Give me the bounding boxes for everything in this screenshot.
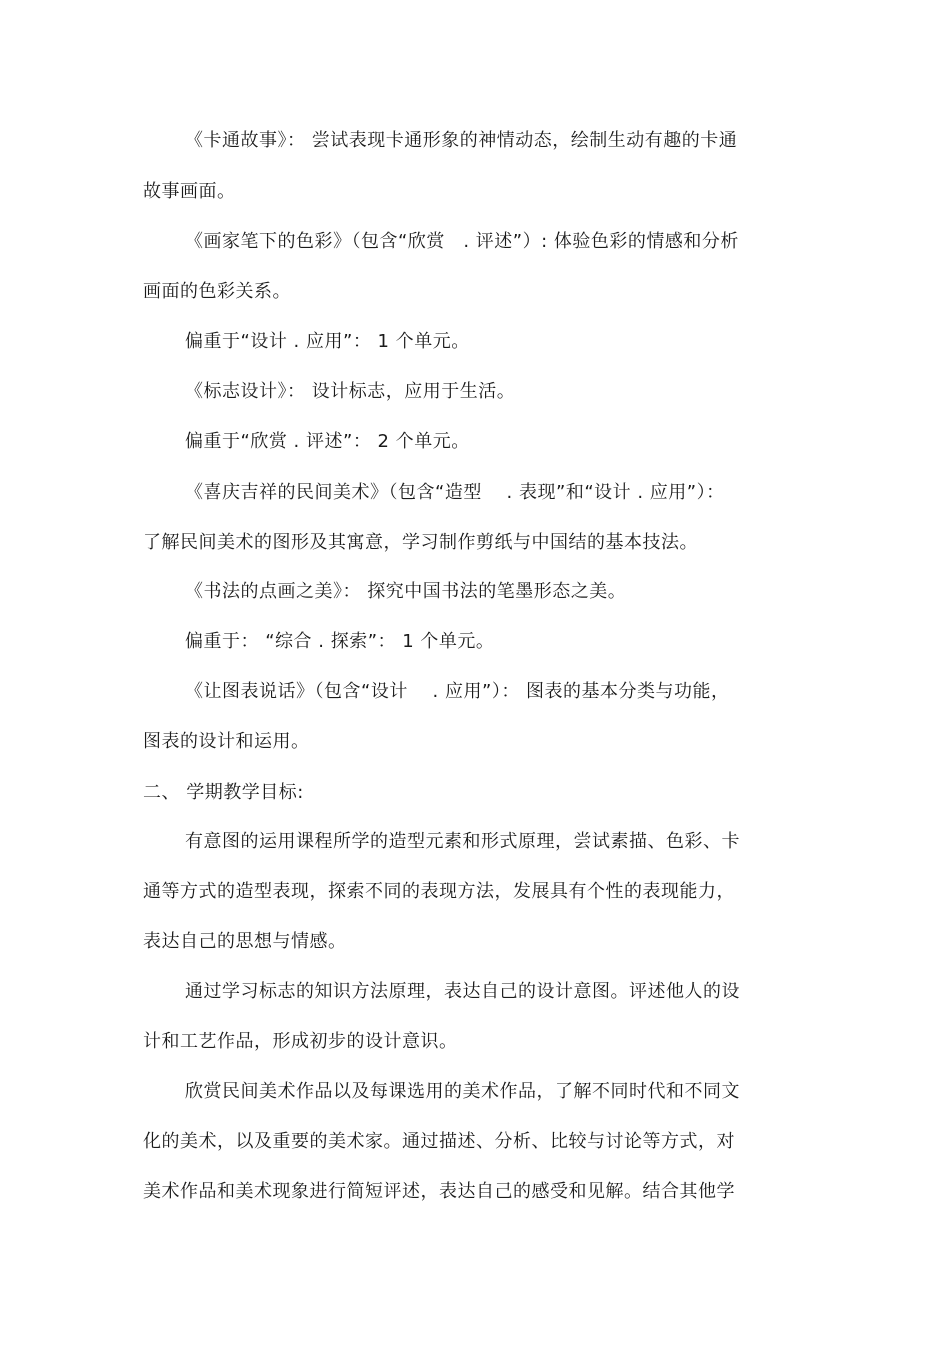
text-line: 图表的设计和运用。: [143, 731, 310, 752]
text-line: 《书法的点画之美》： 探究中国书法的笔墨形态之美。: [185, 581, 627, 602]
text-line: 美术作品和美术现象进行简短评述，表达自己的感受和见解。结合其他学: [143, 1181, 735, 1202]
text-line: 偏重于： “综合 . 探索”： 1 个单元。: [185, 631, 495, 652]
text-line: 画面的色彩关系。: [143, 281, 291, 302]
text-line: 《喜庆吉祥的民间美术》（包含“造型 . 表现”和“设计 . 应用”）：: [185, 482, 725, 503]
text-line: 表达自己的思想与情感。: [143, 931, 347, 952]
text-line: 有意图的运用课程所学的造型元素和形式原理，尝试素描、色彩、卡: [185, 831, 740, 852]
text-line: 《标志设计》： 设计标志，应用于生活。: [185, 381, 516, 402]
text-line: 计和工艺作品，形成初步的设计意识。: [143, 1031, 458, 1052]
text-line: 通过学习标志的知识方法原理，表达自己的设计意图。评述他人的设: [185, 981, 740, 1002]
text-line: 化的美术，以及重要的美术家。通过描述、分析、比较与讨论等方式，对: [143, 1131, 735, 1152]
text-line: 《卡通故事》： 尝试表现卡通形象的神情动态，绘制生动有趣的卡通: [185, 130, 738, 151]
text-line: 偏重于“设计 . 应用”： 1 个单元。: [185, 331, 470, 352]
section-heading: 二、 学期教学目标:: [143, 782, 304, 803]
text-line: 欣赏民间美术作品以及每课选用的美术作品，了解不同时代和不同文: [185, 1081, 740, 1102]
text-line: 通等方式的造型表现，探索不同的表现方法，发展具有个性的表现能力，: [143, 881, 735, 902]
text-line: 偏重于“欣赏 . 评述”： 2 个单元。: [185, 431, 470, 452]
text-line: 《让图表说话》（包含“设计 . 应用”）： 图表的基本分类与功能，: [185, 681, 730, 702]
text-line: 《画家笔下的色彩》（包含“欣赏 . 评述”）: 体验色彩的情感和分析: [185, 231, 739, 252]
text-line: 了解民间美术的图形及其寓意，学习制作剪纸与中国结的基本技法。: [143, 532, 698, 553]
text-line: 故事画面。: [143, 181, 236, 202]
